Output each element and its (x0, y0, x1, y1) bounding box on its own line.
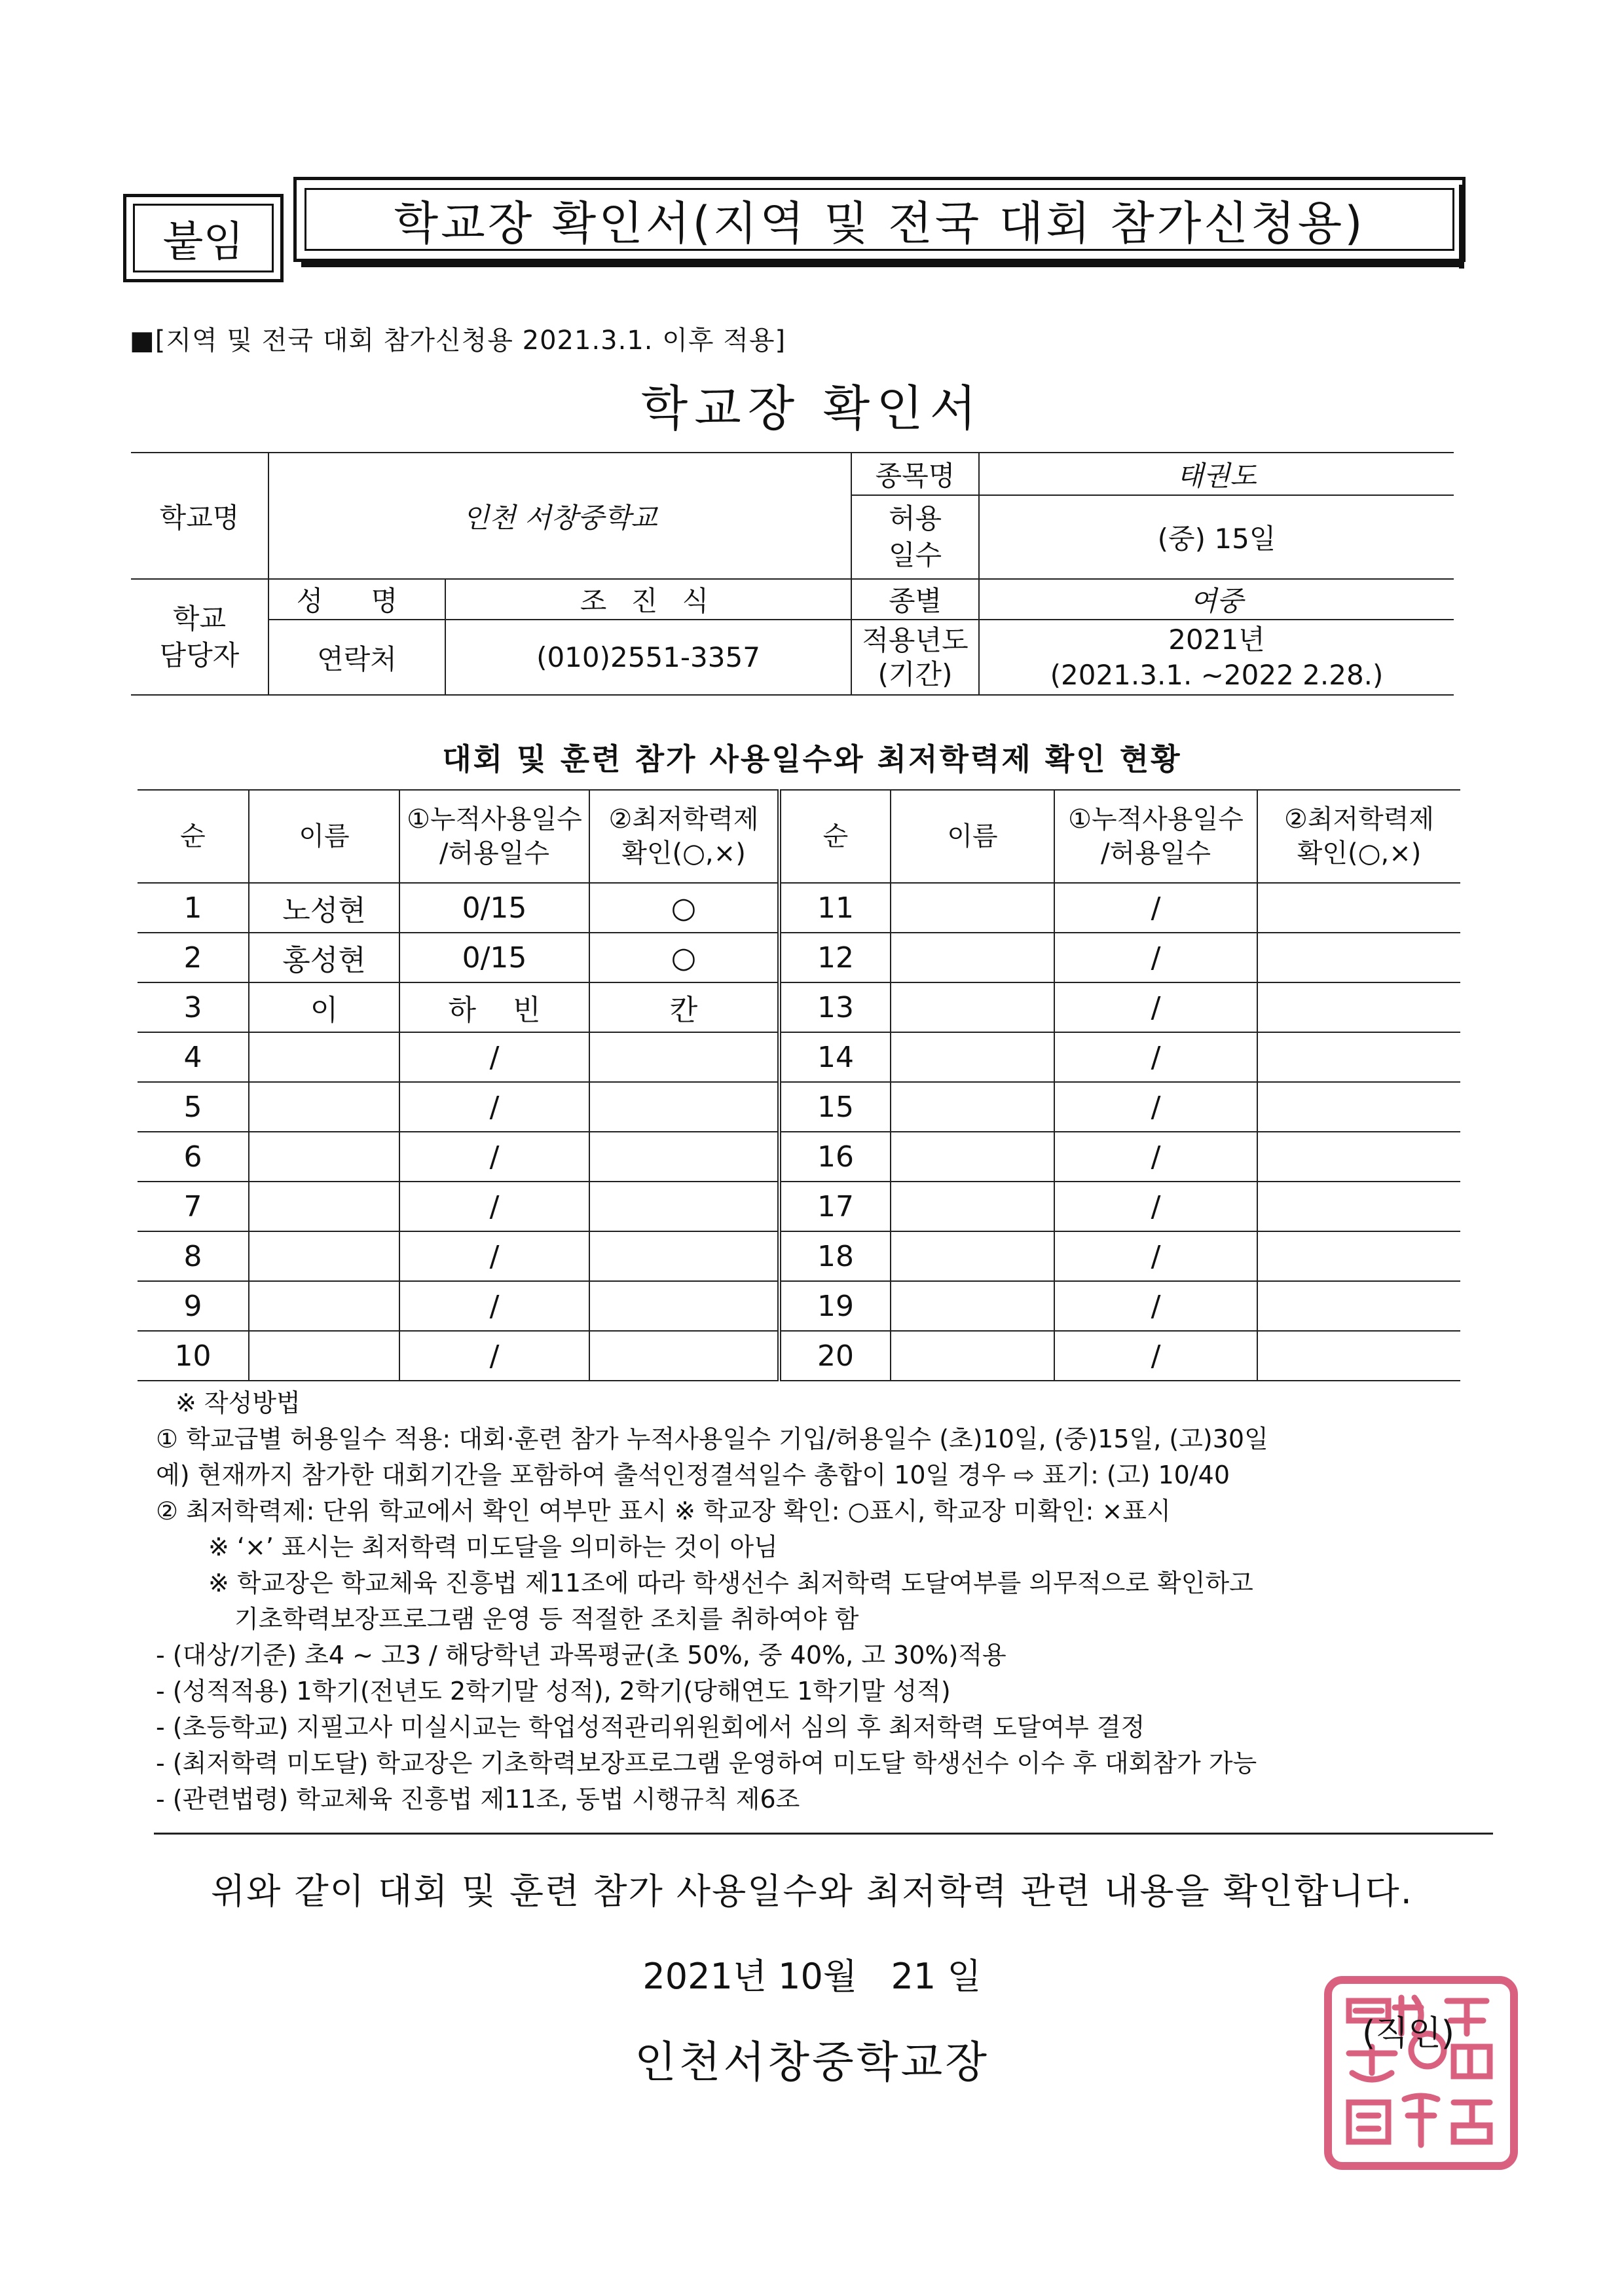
row-no: 3 (138, 982, 249, 1032)
row-no: 18 (779, 1231, 891, 1281)
row-check (589, 1032, 779, 1082)
status-section-title: 대회 및 훈련 참가 사용일수와 최저학력제 확인 현황 (442, 741, 1182, 777)
header-title-box (293, 177, 1466, 262)
row-name (249, 1032, 399, 1082)
row-check (1257, 1082, 1460, 1132)
title-shadow-bottom (301, 262, 1464, 267)
table-row (138, 1032, 1460, 1082)
header-days-2: ①누적사용일수 /허용일수 (1054, 790, 1257, 883)
row-days: 0/15 (399, 933, 589, 982)
status-header-row (138, 790, 1460, 883)
row-check: ○ (589, 883, 779, 933)
row-name (891, 1082, 1054, 1132)
event-label: 종목명 (851, 453, 979, 495)
row-no: 4 (138, 1032, 249, 1082)
header-title: 학교장 확인서(지역 및 전국 대회 참가신청용) (304, 188, 1454, 251)
header-no-2: 순 (779, 790, 891, 883)
row-check (1257, 1231, 1460, 1281)
row-no: 1 (138, 883, 249, 933)
row-days: / (399, 1032, 589, 1082)
row-check (589, 1082, 779, 1132)
row-days: / (1054, 1132, 1257, 1182)
note-item: ※ ‘×’ 표시는 최저학력 미도달을 의미하는 것이 아님 (208, 1533, 778, 1561)
notes-heading: ※ 작성방법 (175, 1389, 301, 1417)
note-item: 예) 현재까지 참가한 대회기간을 포함하여 출석인정결석일수 총합이 10일 경우 ⇨ 표기: (고) 10/40 (156, 1461, 1230, 1489)
table-row (138, 1231, 1460, 1281)
row-days: / (1054, 1182, 1257, 1231)
row-days: / (1054, 1231, 1257, 1281)
row-days: / (1054, 1331, 1257, 1381)
note-item: - (성적적용) 1학기(전년도 2학기말 성적), 2학기(당해연도 1학기말 성적) (156, 1677, 951, 1706)
row-no: 11 (779, 883, 891, 933)
year-value: 2021년 (1168, 623, 1265, 656)
row-name (249, 1182, 399, 1231)
row-days: / (399, 1182, 589, 1231)
status-table (138, 789, 1460, 1381)
row-name: 홍성현 (249, 933, 399, 982)
year-label: 적용년도 (기간) (851, 620, 979, 695)
note-item: - (최저학력 미도달) 학교장은 기초학력보장프로그램 운영하여 미도달 학생선수 이수 후 대회참가 가능 (156, 1749, 1257, 1778)
row-no: 19 (779, 1281, 891, 1331)
row-name: 이 (249, 982, 399, 1032)
period-value: (2021.3.1. ~2022 2.28.) (1050, 658, 1384, 691)
note-item: 기초학력보장프로그램 운영 등 적절한 조치를 취하여야 함 (234, 1605, 859, 1633)
header-check: ②최저학력제 확인(○,×) (589, 790, 779, 883)
confirmation-statement: 위와 같이 대회 및 훈련 참가 사용일수와 최저학력 관련 내용을 확인합니다. (211, 1871, 1413, 1912)
writing-instructions (156, 1385, 1472, 1818)
attachment-tag-label: 붙임 (133, 204, 274, 272)
row-check (1257, 1032, 1460, 1082)
row-name (891, 1231, 1054, 1281)
row-no: 17 (779, 1182, 891, 1231)
official-seal-icon (1323, 1975, 1519, 2171)
contact-label: 연락처 (268, 620, 445, 695)
note-item: - (대상/기준) 초4 ~ 고3 / 해당학년 과목평균(초 50%, 중 40%, 고 30%)적용 (156, 1641, 1006, 1670)
table-row (138, 1281, 1460, 1331)
manager-name-label: 성 명 (268, 579, 445, 620)
row-days: / (399, 1331, 589, 1381)
table-row (138, 1182, 1460, 1231)
row-days: / (399, 1082, 589, 1132)
row-no: 12 (779, 933, 891, 982)
row-name (891, 982, 1054, 1032)
row-no: 2 (138, 933, 249, 982)
school-name-value: 인천 서창중학교 (268, 453, 851, 579)
row-check (589, 1132, 779, 1182)
row-name (891, 1032, 1054, 1082)
issue-date: 2021년 10월 21 일 (642, 1956, 982, 1997)
allowed-days-label: 허용 일수 (851, 495, 979, 579)
header-no: 순 (138, 790, 249, 883)
row-days: 0/15 (399, 883, 589, 933)
table-row (138, 933, 1460, 982)
gender-value: 여중 (979, 579, 1454, 620)
row-check (1257, 1331, 1460, 1381)
row-no: 13 (779, 982, 891, 1032)
principal-title: 인천서창중학교장 (634, 2037, 990, 2087)
note-item: - (초등학교) 지필고사 미실시교는 학업성적관리위원회에서 심의 후 최저학력 도달여부 결정 (156, 1713, 1145, 1742)
row-check (589, 1182, 779, 1231)
contact-value: (010)2551-3357 (445, 620, 851, 695)
row-check (1257, 1132, 1460, 1182)
row-name (891, 1281, 1054, 1331)
row-days: / (1054, 933, 1257, 982)
row-check (1257, 933, 1460, 982)
seal-label: (직인) (1362, 2014, 1455, 2053)
header-days: ①누적사용일수 /허용일수 (399, 790, 589, 883)
row-check (589, 1331, 779, 1381)
row-days: / (399, 1281, 589, 1331)
manager-name-value: 조 진 식 (445, 579, 851, 620)
divider (154, 1833, 1493, 1835)
header-name-2: 이름 (891, 790, 1054, 883)
row-no: 6 (138, 1132, 249, 1182)
table-row (138, 883, 1460, 933)
row-days: / (399, 1231, 589, 1281)
row-days: / (399, 1132, 589, 1182)
table-row (138, 982, 1460, 1032)
row-no: 20 (779, 1331, 891, 1381)
row-check (1257, 883, 1460, 933)
row-name (249, 1082, 399, 1132)
row-days: / (1054, 883, 1257, 933)
note-item: - (관련법령) 학교체육 진흥법 제11조, 동법 시행규칙 제6조 (156, 1785, 800, 1814)
manager-label: 학교 담당자 (131, 579, 268, 695)
gender-label: 종별 (851, 579, 979, 620)
row-name (249, 1281, 399, 1331)
note-item: ① 학교급별 허용일수 적용: 대회·훈련 참가 누적사용일수 기입/허용일수 (초)10일, (중)15일, (고)30일 (156, 1425, 1268, 1453)
document-title: 학교장 확인서 (640, 381, 984, 437)
row-check: ○ (589, 933, 779, 982)
row-no: 16 (779, 1132, 891, 1182)
row-days: / (1054, 1082, 1257, 1132)
row-days: / (1054, 982, 1257, 1032)
row-no: 15 (779, 1082, 891, 1132)
row-days: 하 빈 (399, 982, 589, 1032)
row-name (249, 1231, 399, 1281)
row-check (1257, 1281, 1460, 1331)
note-item: ※ 학교장은 학교체육 진흥법 제11조에 따라 학생선수 최저학력 도달여부를 의무적으로 확인하고 (208, 1569, 1253, 1597)
school-name-label: 학교명 (131, 453, 268, 579)
allowed-days-value: (중) 15일 (979, 495, 1454, 579)
row-days: / (1054, 1281, 1257, 1331)
row-no: 7 (138, 1182, 249, 1231)
status-body (138, 883, 1460, 1381)
header-name: 이름 (249, 790, 399, 883)
row-check (1257, 982, 1460, 1032)
row-name (249, 1132, 399, 1182)
row-no: 9 (138, 1281, 249, 1331)
header-check-2: ②최저학력제 확인(○,×) (1257, 790, 1460, 883)
row-name: 노성현 (249, 883, 399, 933)
attachment-tag (123, 194, 284, 282)
row-name (891, 1132, 1054, 1182)
row-name (891, 933, 1054, 982)
row-name (891, 883, 1054, 933)
table-row (138, 1132, 1460, 1182)
row-no: 5 (138, 1082, 249, 1132)
year-cell (979, 620, 1454, 695)
row-name (891, 1182, 1054, 1231)
row-check (589, 1281, 779, 1331)
table-row (138, 1082, 1460, 1132)
applicability-note: ■[지역 및 전국 대회 참가신청용 2021.3.1. 이후 적용] (130, 326, 786, 356)
row-check (589, 1231, 779, 1281)
row-no: 8 (138, 1231, 249, 1281)
row-name (249, 1331, 399, 1381)
note-item: ② 최저학력제: 단위 학교에서 확인 여부만 표시 ※ 학교장 확인: ○표시, 학교장 미확인: ×표시 (156, 1497, 1171, 1525)
row-days: / (1054, 1032, 1257, 1082)
event-value: 태권도 (979, 453, 1454, 495)
row-no: 14 (779, 1032, 891, 1082)
row-check: 칸 (589, 982, 779, 1032)
school-info-table (131, 452, 1454, 696)
row-check (1257, 1182, 1460, 1231)
row-no: 10 (138, 1331, 249, 1381)
table-row (138, 1331, 1460, 1381)
row-name (891, 1331, 1054, 1381)
